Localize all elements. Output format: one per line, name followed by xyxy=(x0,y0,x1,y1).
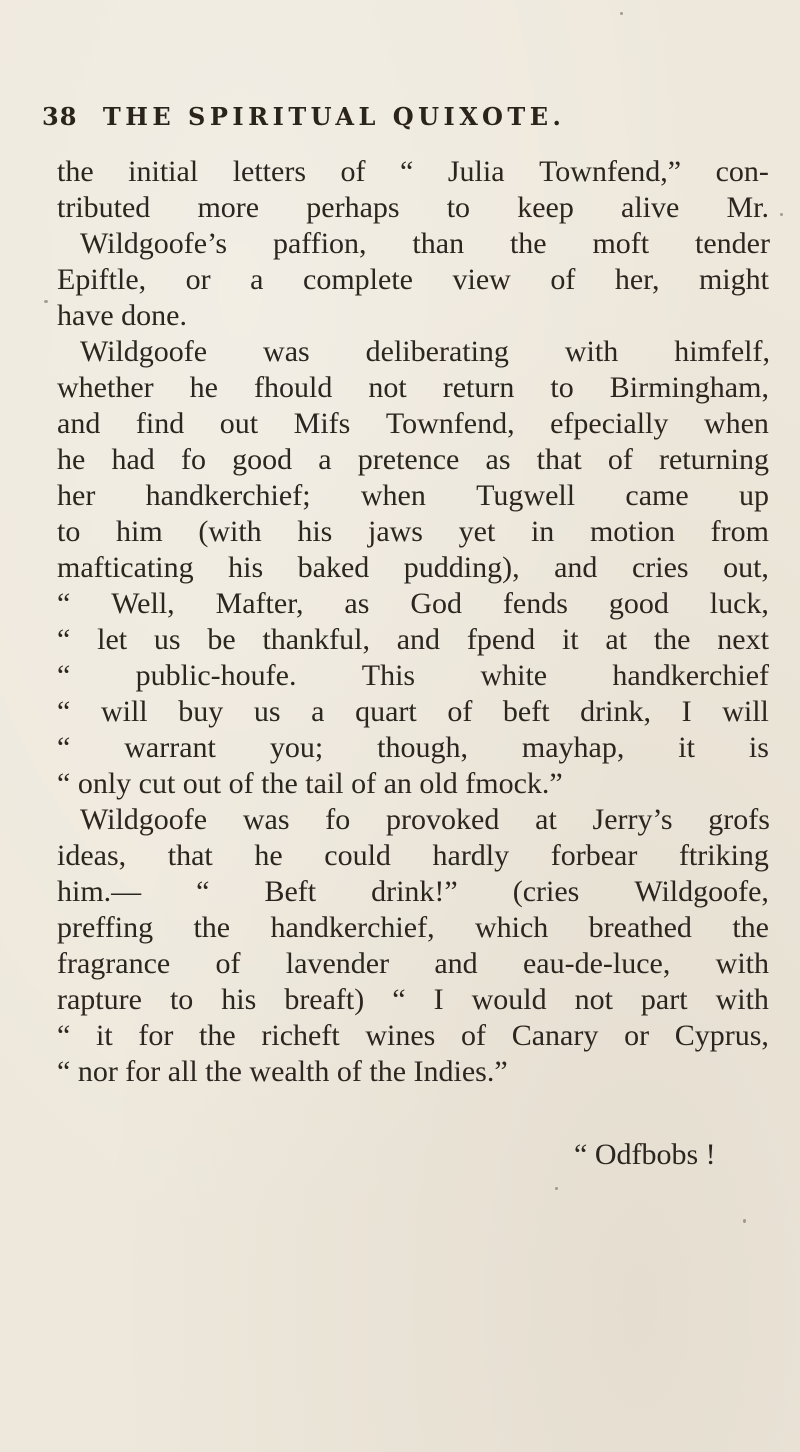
text-line: him.— “ Beft drink!” (cries Wildgoofe, xyxy=(57,875,769,908)
text-line: “ Well, Mafter, as God fends good luck, xyxy=(57,587,769,620)
text-line: whether he fhould not return to Birmingham, xyxy=(57,371,769,404)
text-line: the initial letters of “ Julia Townfend,” con- xyxy=(57,155,769,188)
text-line: and find out Mifs Townfend, efpecially when xyxy=(57,407,769,440)
text-line: to him (with his jaws yet in motion from xyxy=(57,515,769,548)
text-line: ideas, that he could hardly forbear ftriking xyxy=(57,839,769,872)
text-line: fragrance of lavender and eau-de-luce, with xyxy=(57,947,769,980)
text-line: Wildgoofe was deliberating with himfelf, xyxy=(80,335,770,368)
text-line: “ only cut out of the tail of an old fmock.” xyxy=(57,767,563,800)
text-line: rapture to his breaft) “ I would not part with xyxy=(57,983,769,1016)
catchword: “ Odfbobs ! xyxy=(574,1138,716,1171)
paper-speck xyxy=(743,1219,746,1223)
text-line: “ it for the richeft wines of Canary or Cyprus, xyxy=(57,1019,769,1052)
text-line: “ let us be thankful, and fpend it at the next xyxy=(57,623,769,656)
text-line: Epiftle, or a complete view of her, might xyxy=(57,263,769,296)
text-line: “ will buy us a quart of beft drink, I will xyxy=(57,695,769,728)
text-line: he had fo good a pretence as that of returning xyxy=(57,443,769,476)
text-line: “ public-houfe. This white handkerchief xyxy=(57,659,769,692)
page-number: 38 xyxy=(42,102,78,131)
paper-speck xyxy=(44,300,48,303)
text-line: preffing the handkerchief, which breathed the xyxy=(57,911,769,944)
text-line: tributed more perhaps to keep alive Mr. xyxy=(57,191,769,224)
text-line: “ warrant you; though, mayhap, it is xyxy=(57,731,769,764)
text-line: have done. xyxy=(57,299,187,332)
text-line: her handkerchief; when Tugwell came up xyxy=(57,479,769,512)
text-line: Wildgoofe’s paffion, than the moft tender xyxy=(80,227,770,260)
text-line: “ nor for all the wealth of the Indies.” xyxy=(57,1055,508,1088)
paper-speck xyxy=(555,1187,558,1190)
paper-speck xyxy=(780,213,783,216)
text-line: mafticating his baked pudding), and cries out, xyxy=(57,551,769,584)
text-line: Wildgoofe was fo provoked at Jerry’s grofs xyxy=(80,803,770,836)
running-title: THE SPIRITUAL QUIXOTE. xyxy=(102,102,566,131)
paper-speck xyxy=(620,12,623,15)
